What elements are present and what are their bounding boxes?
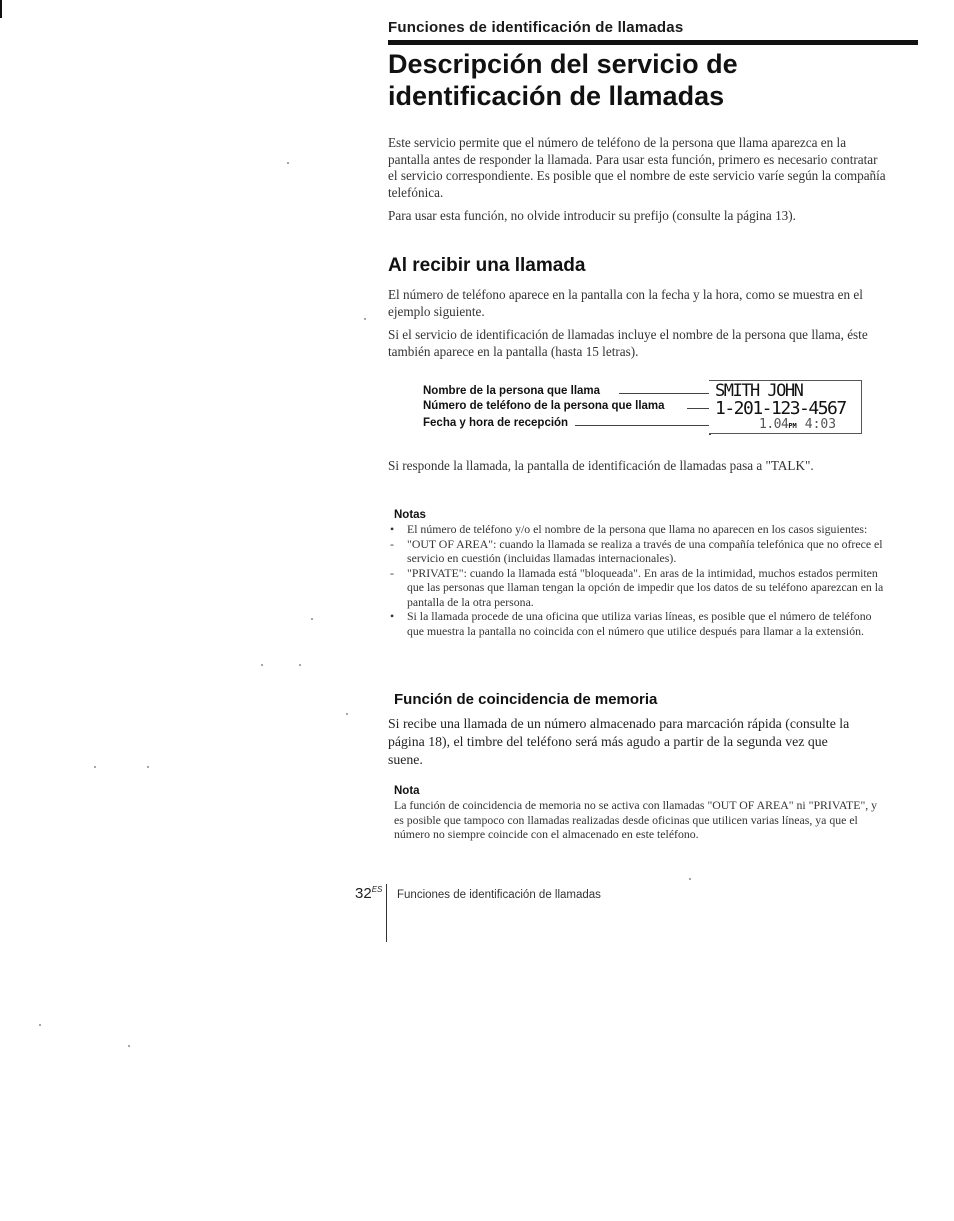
lcd-number: 1-201-123-4567 [715, 398, 846, 419]
note-marker: - [390, 536, 394, 551]
lcd-display [709, 380, 862, 434]
header-rule [388, 40, 918, 45]
page-footer [355, 885, 382, 902]
note-item [390, 522, 885, 537]
intro-paragraph-2: Para usar esta función, no olvide introducir su prefijo (consulte la página 13). [388, 208, 796, 223]
talk-paragraph: Si responde la llamada, la pantalla de identificación de llamadas pasa a "TALK". [388, 458, 814, 473]
page-lang: ES [371, 885, 383, 894]
page-number [355, 885, 382, 902]
page-title [388, 48, 928, 112]
note-item [390, 609, 885, 638]
scan-speck [261, 664, 263, 666]
scan-speck [287, 162, 289, 164]
scan-speck [147, 766, 149, 768]
label-date-time: Fecha y hora de recepción [423, 417, 569, 429]
scan-speck [128, 1045, 130, 1047]
scan-speck [94, 766, 96, 768]
note-text: El número de teléfono y/o el nombre de la persona que llama no aparecen en los casos siguientes: [407, 522, 868, 536]
footer-section: Funciones de identificación de llamadas [397, 889, 601, 901]
note-text: Si la llamada procede de una oficina que utiliza varias líneas, es posible que el número de teléfono que muestra la pantalla no coincida con el número que utilice después para llamar a la extensión. [407, 609, 872, 638]
receiving-paragraph-2: Si el servicio de identificación de llamadas incluye el nombre de la persona que llama, éste también aparece en la pantalla (hasta 15 letras). [388, 327, 868, 359]
scan-speck [299, 664, 301, 666]
notes-heading: Notas [394, 509, 426, 521]
scan-speck [346, 713, 348, 715]
scan-speck [364, 318, 366, 320]
lcd-date: 1.04 [759, 417, 789, 432]
leader-line-name [619, 393, 711, 394]
lcd-name: SMITH JOHN [715, 381, 803, 401]
section-heading-memory: Función de coincidencia de memoria [394, 691, 658, 708]
scan-speck [311, 618, 313, 620]
note-text: "OUT OF AREA": cuando la llamada se realiza a través de una compañía telefónica que no ofrece el servicio en cuestión (incluidas llamadas internacionales). [407, 536, 883, 565]
lcd-date-time-row [759, 415, 836, 433]
lcd-time: 4:03 [804, 417, 837, 432]
title-line-2: identificación de llamadas [388, 81, 725, 111]
label-caller-name: Nombre de la persona que llama [423, 385, 601, 397]
section-heading-receiving: Al recibir una llamada [388, 255, 586, 276]
memory-paragraph: Si recibe una llamada de un número almacenado para marcación rápida (consulte la página 18), el timbre del teléfono será más agudo a partir de la segunda vez que suene. [388, 716, 850, 767]
scan-speck [39, 1024, 41, 1026]
note-marker: • [390, 609, 395, 623]
label-caller-number: Número de teléfono de la persona que llama [423, 400, 665, 412]
note-text: "PRIVATE": cuando la llamada está "bloqueada". En aras de la intimidad, muchos estados permiten que las personas que llaman tengan la opción de impedir que los datos de su teléfono aparezcan en la pantalla de la otra persona. [407, 565, 884, 609]
title-line-1: Descripción del servicio de [388, 49, 738, 79]
receiving-paragraph-1: El número de teléfono aparece en la pantalla con la fecha y la hora, como se muestra en el ejemplo siguiente. [388, 287, 863, 319]
leader-line-number [687, 408, 711, 409]
section-header: Funciones de identificación de llamadas [388, 19, 684, 36]
memory-note-text: La función de coincidencia de memoria no se activa con llamadas "OUT OF AREA" ni "PRIVATE", y es posible que tampoco con llamadas realizadas desde oficinas que utilicen varias líneas, ya que el número no siempre coincide con el almacenado en este teléfono. [394, 798, 878, 841]
memory-note-heading: Nota [394, 785, 420, 797]
scan-speck [689, 878, 691, 880]
note-marker: • [390, 522, 395, 536]
lcd-ampm: PM [788, 422, 797, 430]
note-item [390, 537, 885, 566]
note-item [390, 566, 885, 610]
intro-paragraph-1: Este servicio permite que el número de teléfono de la persona que llama aparezca en la pantalla antes de responder la llamada. Para usar esta función, primero es necesario contratar el servicio correspondiente. Es posible que el nombre de este servicio varíe según la compañía telefónica. [388, 135, 886, 200]
footer-divider [386, 884, 387, 942]
edge-mark [0, 0, 2, 18]
note-marker: - [390, 565, 394, 580]
page-number-value: 32 [355, 885, 372, 902]
notes-list [390, 522, 885, 638]
